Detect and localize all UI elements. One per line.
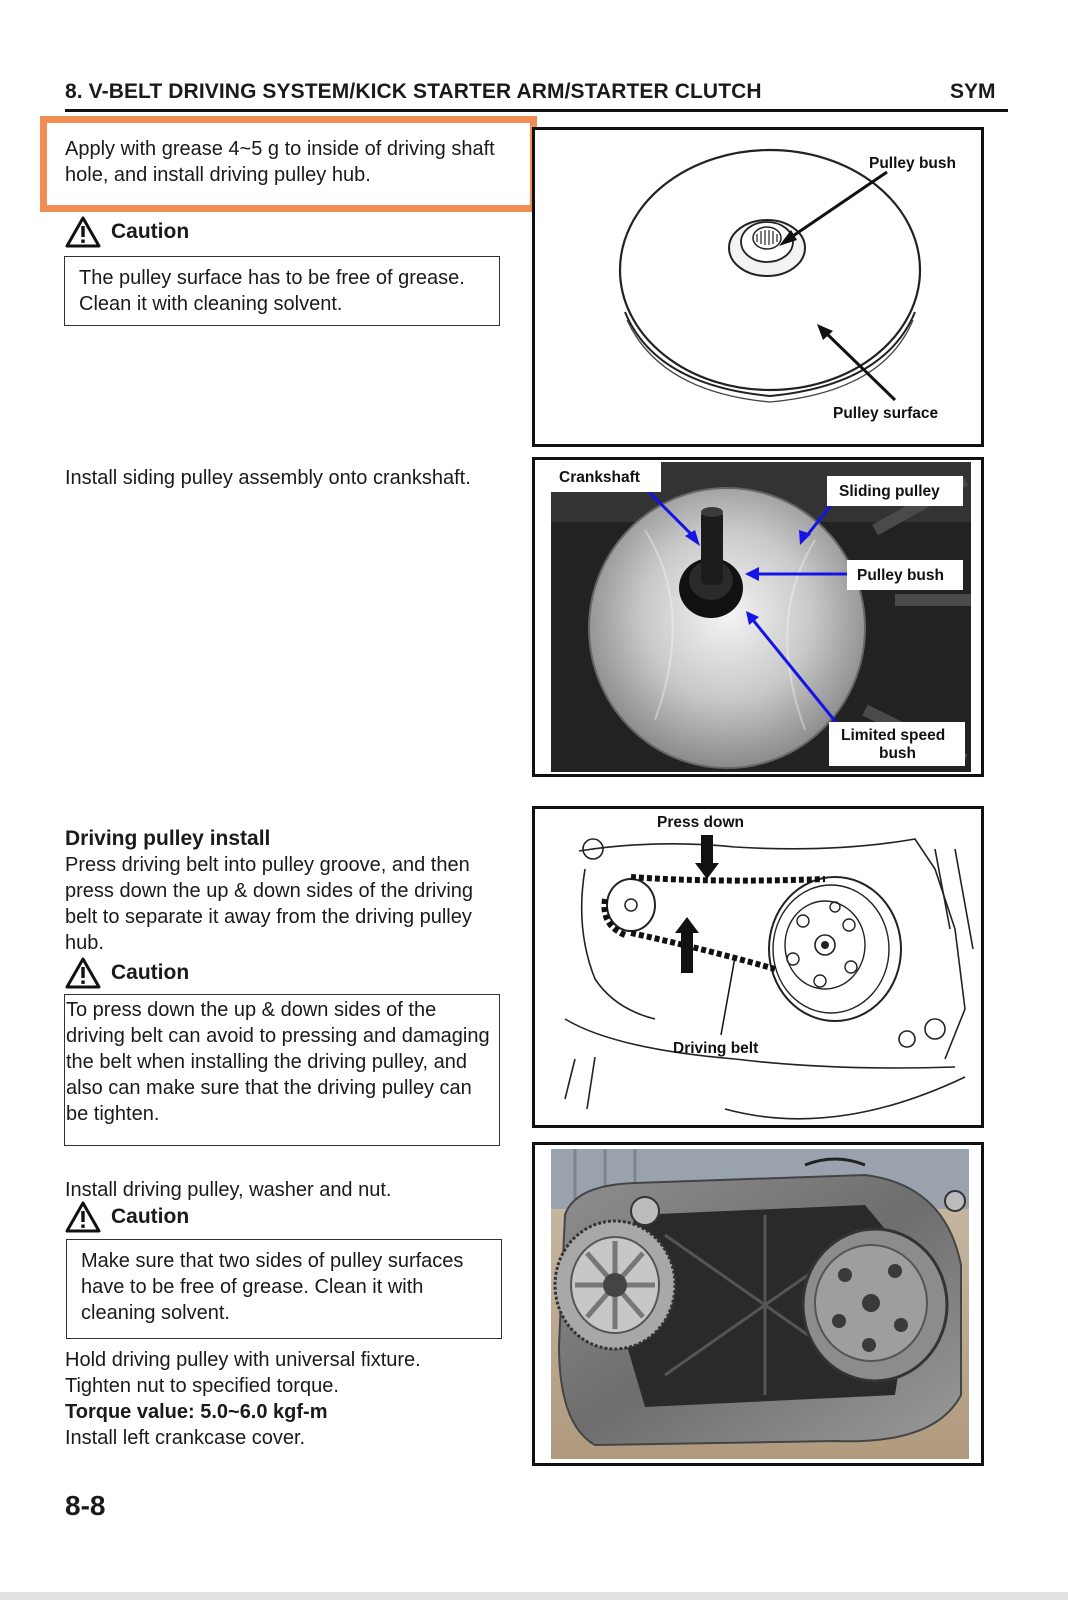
grease-instruction: Apply with grease 4~5 g to inside of driving shaft hole, and install driving pulley hub.	[65, 138, 495, 186]
label-limited-speed: Limited speed	[841, 727, 946, 744]
bottom-edge	[0, 1592, 1068, 1600]
caution-label: Caution	[111, 1205, 190, 1228]
label-limited-speed-bush: bush	[879, 745, 917, 762]
caution-box-3	[66, 1239, 502, 1339]
page-number: 8-8	[65, 1490, 106, 1521]
warning-icon	[65, 957, 101, 989]
section-heading: Driving pulley install	[65, 827, 271, 850]
caution-heading-2	[65, 957, 189, 989]
label-sliding-pulley: Sliding pulley	[839, 483, 940, 500]
highlight-box	[40, 116, 537, 212]
caution-heading-3	[65, 1201, 189, 1233]
figure-pulley-hub	[532, 127, 984, 447]
install-pulley-instruction: Install driving pulley, washer and nut.	[65, 1179, 392, 1201]
page-header-title: 8. V-BELT DRIVING SYSTEM/KICK STARTER ARM/STARTER CLUTCH	[65, 80, 762, 103]
figure-driving-belt	[532, 806, 984, 1128]
assembled-engine-photo	[535, 1145, 981, 1463]
label-pulley-surface: Pulley surface	[833, 405, 939, 422]
label-driving-belt: Driving belt	[673, 1040, 759, 1057]
final-steps	[65, 1347, 525, 1451]
figure-assembled-pulley	[532, 1142, 984, 1466]
torque-value: Torque value: 5.0~6.0 kgf-m	[65, 1401, 328, 1423]
caution-heading-1	[65, 216, 189, 248]
tighten-nut-text: Tighten nut to specified torque.	[65, 1375, 339, 1397]
label-pulley-bush: Pulley bush	[869, 155, 956, 172]
driving-pulley-section	[65, 826, 505, 956]
brand-name: SYM	[950, 80, 996, 103]
header-divider	[65, 109, 1008, 112]
caution-box-1	[64, 256, 500, 326]
sliding-pulley-photo	[535, 460, 981, 774]
caution-box-2	[64, 994, 500, 1146]
caution-label: Caution	[111, 220, 190, 243]
pulley-hub-drawing	[535, 130, 981, 444]
caution-text: The pulley surface has to be free of grease. Clean it with cleaning solvent.	[79, 267, 485, 315]
driving-belt-drawing	[535, 809, 981, 1125]
figure-sliding-pulley	[532, 457, 984, 777]
driving-pulley-body: Press driving belt into pulley groove, and then press down the up & down sides of the driving belt to separate it away from the driving pulley hub.	[65, 854, 474, 954]
warning-icon	[65, 216, 101, 248]
sliding-pulley-instruction: Install siding pulley assembly onto crankshaft.	[65, 467, 471, 489]
label-pulley-bush-2: Pulley bush	[857, 567, 944, 584]
caution-text: Make sure that two sides of pulley surfaces have to be free of grease. Clean it with cleaning solvent.	[81, 1250, 464, 1324]
caution-label: Caution	[111, 961, 190, 984]
label-crankshaft: Crankshaft	[559, 469, 640, 486]
press-down-arrow-top	[695, 863, 719, 879]
install-cover-text: Install left crankcase cover.	[65, 1427, 306, 1449]
caution-text: To press down the up & down sides of the driving belt can avoid to pressing and damaging the belt when installing the driving pulley, and also can make sure that the driving pulley can be tighten.	[66, 999, 490, 1125]
press-up-arrow-bottom	[675, 917, 699, 933]
hold-pulley-text: Hold driving pulley with universal fixture.	[65, 1349, 421, 1371]
label-press-down: Press down	[657, 814, 744, 831]
warning-icon	[65, 1201, 101, 1233]
